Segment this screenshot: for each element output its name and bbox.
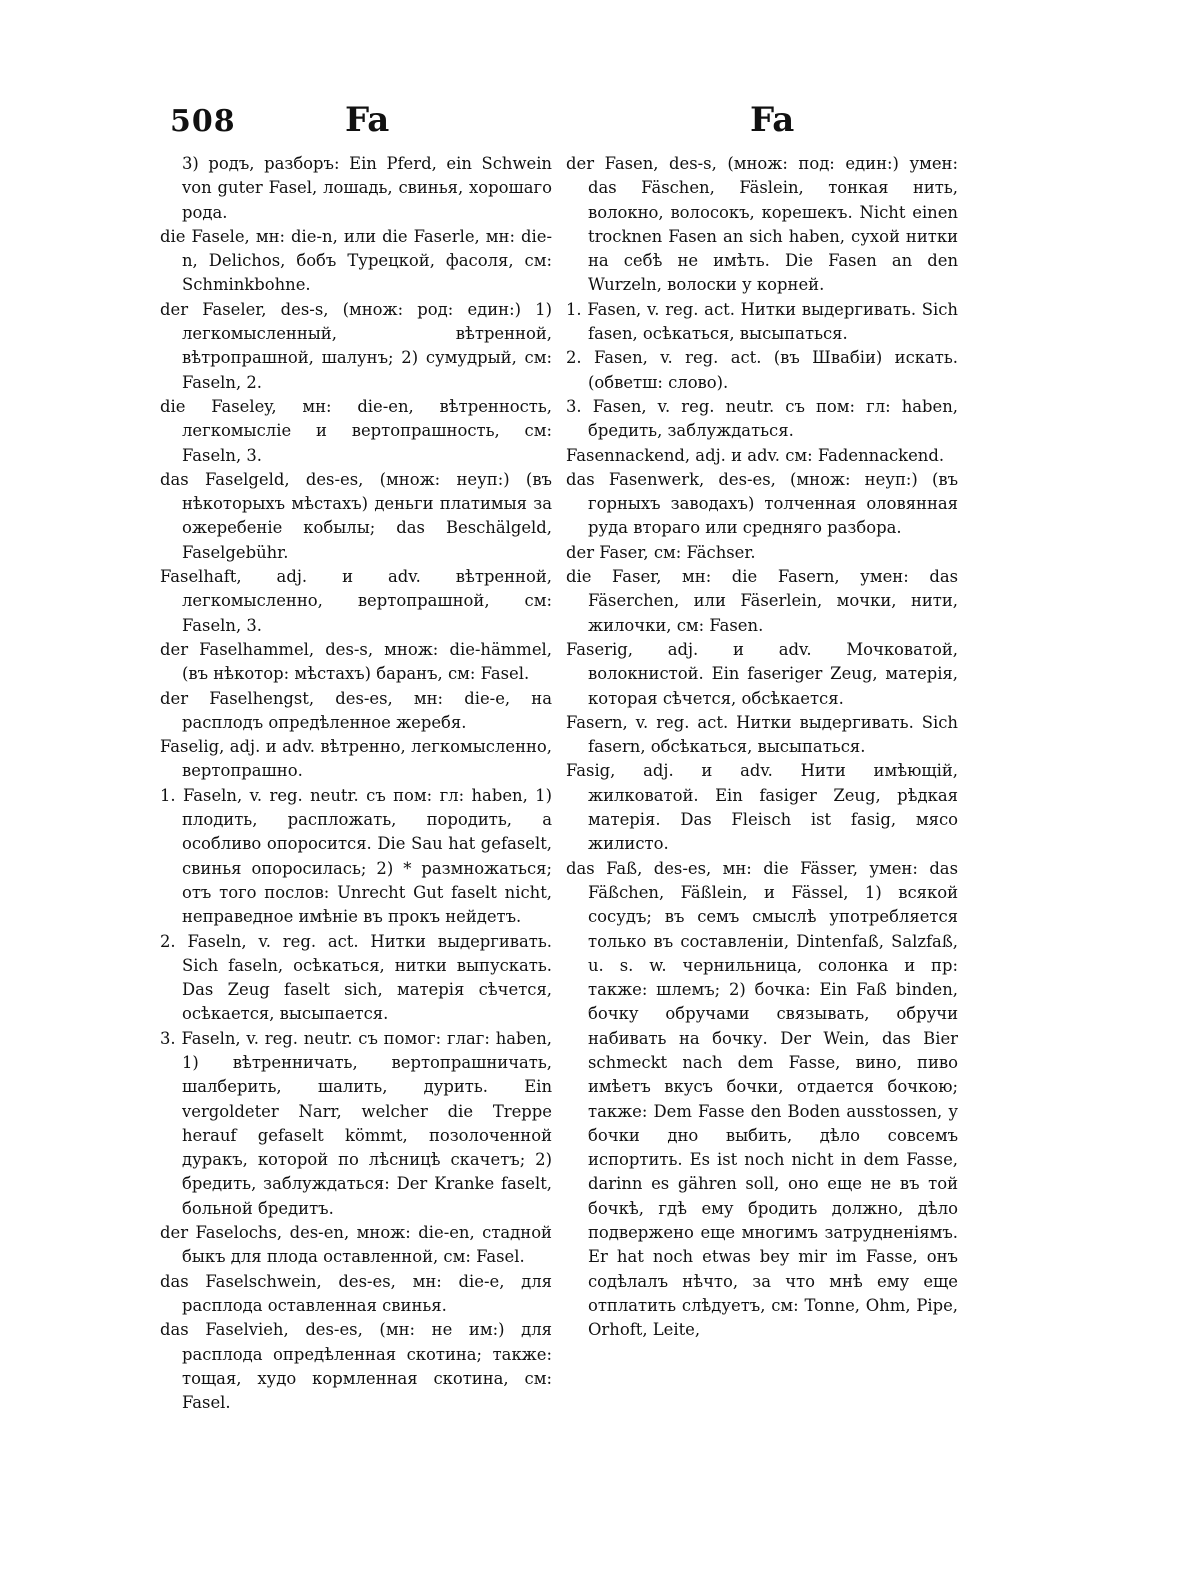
dictionary-entry: Fasig, adj. и adv. Нити имѣющій, жилковатой. Ein fasiger Zeug, рѣдкая матерія. Das Fleisch ist fasig, мясо жилисто. [566, 761, 958, 854]
dictionary-entry: der Faseler, des-s, (множ: род: един:) 1) легкомысленный, вѣтренной, вѣтропрашной, шалунъ; 2) сумудрый, см: Faseln, 2. [160, 299, 552, 392]
dictionary-entry: das Faß, des-es, мн: die Fässer, умен: das Fäßchen, Fäßlein, и Fässel, 1) всякой сосудъ; въ семъ смыслѣ употребляется только въ составленіи, Dintenfaß, Salzfaß, u. s. w. чернильница, солонка и пр: также: шлемъ; 2) бочка: Ein Faß binden, бочку обручами связывать, обручи набивать на бочку. Der Wein, das Bier schmeckt nach dem Fasse, вино, пиво имѣетъ вкусъ бочки, отдается бочкою; также: Dem Fasse den Boden ausstossen, у бочки дно выбить, дѣло совсемъ испортить. Es ist noch nicht in dem Fasse, darinn es gähren soll, оно еще не въ той бочкѣ, гдѣ ему бродить должно, дѣло подвержено еще многимъ затрудненіямъ. Er hat noch etwas bey mir im Fasse, онъ содѣлалъ нѣчто, за что мнѣ ему еще отплатить слѣдуетъ, см: Tonne, Ohm, Pipe, Orhoft, Leite, [566, 858, 958, 1340]
dictionary-entry: der Faselochs, des-en, множ: die-en, стадной быкъ для плода оставленной, см: Fasel. [160, 1223, 552, 1267]
dictionary-entry: das Faselgeld, des-es, (множ: неуп:) (въ нѣкоторыхъ мѣстахъ) деньги платимыя за ожеребеніе кобылы; das Beschälgeld, Faselgebühr. [160, 469, 552, 562]
dictionary-entry: 1. Faseln, v. reg. neutr. съ пом: гл: haben, 1) плодить, распложать, породить, а особливо опоросится. Die Sau hat gefaselt, свинья опоросилась; 2) * размножаться; отъ того послов: Unrecht Gut faselt nicht, неправедное имѣніе въ прокъ нейдетъ. [160, 785, 552, 927]
dictionary-entry: Faselig, adj. и adv. вѣтренно, легкомысленно, вертопрашно. [160, 737, 552, 781]
dictionary-entry: Fasern, v. reg. act. Нитки выдергивать. Sich fasern, обсѣкаться, высыпаться. [566, 712, 958, 757]
dictionary-entry: 3) родъ, разборъ: Ein Pferd, ein Schwein von guter Fasel, лошадь, свинья, хорошаго рода. [182, 154, 552, 222]
right-column [566, 152, 958, 1343]
dictionary-entry: das Faselvieh, des-es, (мн: не им:) для расплода опредѣленная скотина; также: тощая, худо кормленная скотина, см: Fasel. [160, 1320, 552, 1413]
dictionary-entry: der Faser, см: Fächser. [566, 542, 756, 562]
running-head-right: Fa [750, 100, 795, 140]
dictionary-entry: Faserig, adj. и adv. Мочковатой, волокнистой. Ein faseriger Zeug, матерія, которая сѣчется, обсѣкается. [566, 639, 958, 708]
dictionary-entry: Fasennackend, adj. и adv. см: Fadennackend. [566, 445, 945, 465]
running-head-left: Fa [345, 100, 390, 140]
dictionary-entry: der Faselhengst, des-es, мн: die-e, на расплодъ опредѣленное жеребя. [160, 688, 552, 732]
dictionary-entry: die Fasele, мн: die-n, или die Faserle, мн: die-n, Delichos, бобъ Турецкой, фасоля, см: Schminkbohne. [160, 226, 552, 295]
left-column [160, 152, 552, 1415]
dictionary-entry: 2. Fasen, v. reg. act. (въ Швабіи) искать. (обветш: слово). [566, 348, 958, 392]
page-number: 508 [170, 104, 236, 139]
page-header [170, 100, 950, 150]
dictionary-entry: die Faser, мн: die Fasern, умен: das Fäserchen, или Fäserlein, мочки, нити, жилочки, см: Fasen. [566, 567, 958, 635]
dictionary-entry: der Fasen, des-s, (множ: под: един:) умен: das Fäschen, Fäslein, тонкая нить, волокно, волосокъ, корешекъ. Nicht einen trocknen Fasen an sich haben, сухой нитки на себѣ не имѣть. Die Fasen an den Wurzeln, волоски у корней. [566, 154, 958, 295]
dictionary-entry: das Faselschwein, des-es, мн: die-e, для расплода оставленная свинья. [160, 1271, 552, 1315]
dictionary-entry: 3. Faseln, v. reg. neutr. съ помог: глаг: haben, 1) вѣтренничать, вертопрашничать, шалберить, шалить, дурить. Ein vergoldeter Narr, welcher die Treppe herauf gefaselt kömmt, позолоченной дуракъ, которой по лѣсницѣ скачетъ; 2) бредить, заблуждаться: Der Kranke faselt, больной бредитъ. [160, 1028, 552, 1218]
dictionary-entry: 2. Faseln, v. reg. act. Нитки выдергивать. Sich faseln, осѣкаться, нитки выпускать. Das Zeug faselt sich, матерія сѣчется, осѣкается, высыпается. [160, 931, 552, 1024]
dictionary-entry: die Faseley, мн: die-en, вѣтренность, легкомысліе и вертопрашность, см: Faseln, 3. [160, 396, 552, 465]
dictionary-entry: 3. Fasen, v. reg. neutr. съ пом: гл: haben, бредить, заблуждаться. [566, 396, 958, 441]
dictionary-entry: der Faselhammel, des-s, множ: die-hämmel, (въ нѣкотор: мѣстахъ) баранъ, см: Fasel. [160, 639, 552, 684]
dictionary-entry: das Fasenwerk, des-es, (множ: неуп:) (въ горныхъ заводахъ) толченная оловянная руда втораго или средняго разбора. [566, 469, 958, 538]
dictionary-entry: 1. Fasen, v. reg. act. Нитки выдергивать. Sich fasen, осѣкаться, высыпаться. [566, 299, 958, 344]
dictionary-entry: Faselhaft, adj. и adv. вѣтренной, легкомысленно, вертопрашной, см: Faseln, 3. [160, 567, 552, 635]
